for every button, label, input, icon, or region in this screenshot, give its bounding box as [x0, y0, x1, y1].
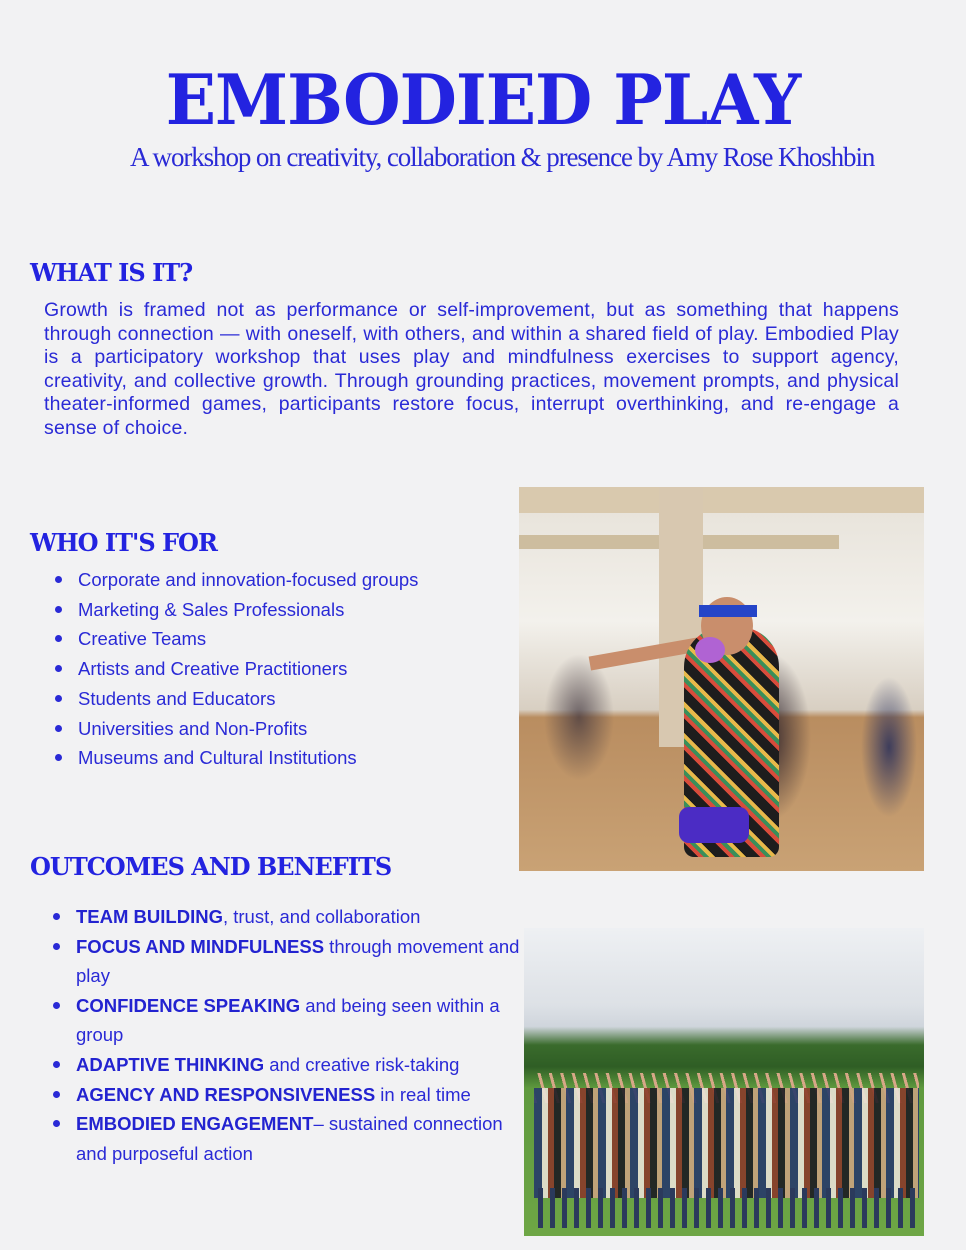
list-item [50, 991, 520, 1050]
list-item: Marketing & Sales Professionals [52, 595, 418, 625]
list-item: Museums and Cultural Institutions [52, 743, 418, 773]
outdoor-group-photo [524, 928, 924, 1236]
outcome-keyword: CONFIDENCE SPEAKING [76, 994, 301, 1016]
list-item: Universities and Non-Profits [52, 714, 418, 744]
outcome-keyword: TEAM BUILDING [76, 906, 223, 927]
outcome-text: in real time [375, 1083, 471, 1105]
outcome-keyword: EMBODIED ENGAGEMENT [76, 1113, 314, 1135]
waist-bag [679, 807, 749, 843]
list-item [50, 932, 520, 991]
outcome-keyword: ADAPTIVE THINKING [76, 1053, 265, 1075]
page-title: EMBODIED PLAY [165, 59, 801, 141]
outcome-keyword: FOCUS AND MINDFULNESS [76, 935, 325, 957]
outcome-text: through movement and play [76, 935, 520, 987]
list-item: Creative Teams [52, 624, 418, 654]
page-subtitle: A workshop on creativity, collaboration & presence by Amy Rose Khoshbin [130, 142, 875, 172]
list-item [50, 1080, 520, 1110]
ceiling-beam [519, 487, 924, 513]
section-heading-who: WHO IT'S FOR [30, 528, 217, 557]
indoor-workshop-photo [519, 487, 924, 871]
list-item: Students and Educators [52, 684, 418, 714]
list-item [50, 1050, 520, 1080]
crowd-group [534, 1088, 919, 1198]
list-item: Artists and Creative Practitioners [52, 654, 418, 684]
outcome-text: – sustained connection and purposeful action [76, 1113, 503, 1164]
what-description: Growth is framed not as performance or self-improvement, but as something that happens through connection — with oneself, with others, and within a shared field of play. Embodied Play is a participatory workshop that uses play and mindfulness exercises to support agency, creativity, and collective growth. Through grounding practices, movement prompts, and physical theater-informed games, participants restore focus, interrupt overthinking, and re-engage a sense of choice. [44, 299, 899, 439]
list-item [50, 1109, 520, 1168]
crowd-legs [538, 1188, 918, 1228]
headband [699, 605, 757, 617]
list-item: Corporate and innovation-focused groups [52, 565, 418, 595]
audience-list [52, 565, 418, 773]
section-heading-what: WHAT IS IT? [30, 258, 193, 287]
outcome-text: and being seen within a group [76, 994, 500, 1046]
section-heading-outcomes: OUTCOMES AND BENEFITS [30, 852, 392, 881]
face-mask [695, 637, 725, 663]
outcomes-list [50, 902, 520, 1168]
outcome-keyword: AGENCY AND RESPONSIVENESS [76, 1083, 376, 1105]
list-item [50, 902, 520, 932]
outcome-text: and creative risk-taking [264, 1053, 460, 1075]
outcome-text: , trust, and collaboration [222, 906, 421, 927]
